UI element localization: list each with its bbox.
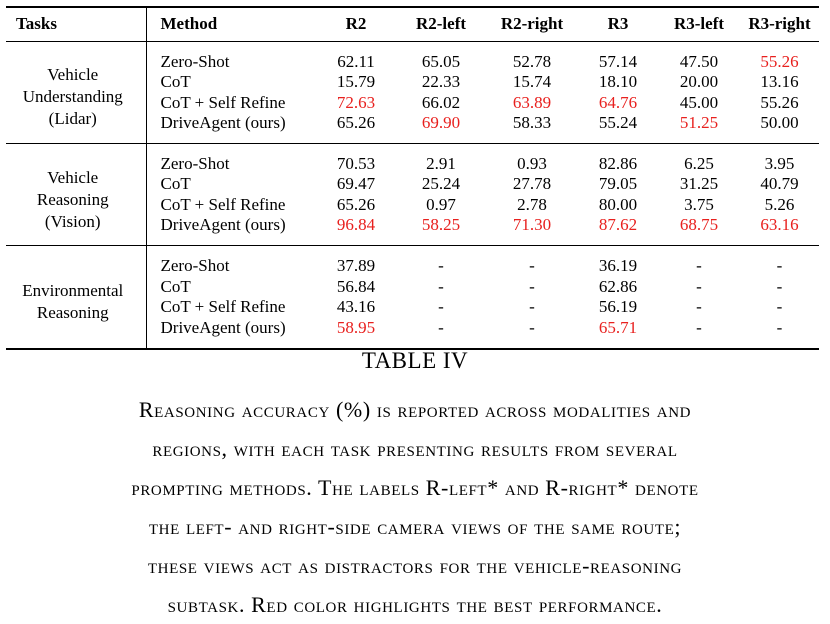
value-cell: - [696,317,702,337]
value-cell: 71.30 [512,215,552,235]
value-cell: 3.95 [764,153,795,173]
value-cell: 31.25 [679,174,719,194]
value-cell: 52.78 [512,51,552,71]
task-label [6,41,146,143]
task-group [6,143,819,245]
task-label-line: Vehicle [47,65,99,85]
header-r2: R2 [345,14,367,34]
value-cell: 65.71 [598,317,638,337]
value-cell: - [529,256,535,276]
value-cell: 65.26 [336,194,376,214]
value-cell: - [438,297,444,317]
task-label [6,143,146,245]
task-label-line: Environmental [22,280,124,300]
task-group [6,41,819,143]
value-cell: - [696,256,702,276]
value-cell: 51.25 [679,112,719,132]
value-cell: - [529,276,535,296]
value-cell: 96.84 [336,215,376,235]
header-r2-right: R2-right [500,14,564,34]
value-cell: 3.75 [684,194,714,214]
caption-line: prompting methods. The labels R-left* and R-right* denote [131,475,699,500]
header-r3-right: R3-right [748,14,811,34]
value-cell: 40.79 [760,174,799,194]
value-cell: - [776,276,783,296]
results-table [6,6,819,350]
value-cell: 69.90 [421,112,461,132]
value-cell: 2.78 [517,194,547,214]
task-label-line: (Vision) [44,211,101,231]
value-cell: - [776,317,783,337]
value-cell: 62.86 [598,276,638,296]
caption-line: Reasoning accuracy (%) is reported across modalities and [138,397,692,422]
value-cell: 0.93 [517,153,547,173]
value-cell: - [529,297,535,317]
value-cell: - [438,256,444,276]
value-cell: 64.76 [598,92,638,112]
task-label [6,246,146,349]
caption-line: the left- and right-side camera views of the same route; [148,514,682,539]
table-caption [0,346,830,624]
value-cell: 72.63 [336,92,376,112]
value-cell: - [696,276,702,296]
header-r2-left: R2-left [415,14,467,34]
header-r3-left: R3-left [673,14,725,34]
value-cell: - [438,276,444,296]
task-label-line: Vehicle [47,167,99,187]
value-cell: 2.91 [426,153,456,173]
value-cell: 25.24 [421,174,461,194]
value-cell: 69.47 [336,174,376,194]
table-row [6,41,819,72]
value-cell: 47.50 [679,51,719,71]
value-cell: 5.26 [764,194,795,214]
method-cell: CoT + Self Refine [146,92,316,113]
task-label-line: Reasoning [36,302,109,322]
value-cell: 15.74 [512,71,552,91]
value-cell: 0.97 [426,194,456,214]
value-cell: 36.19 [598,256,638,276]
value-cell: 15.79 [336,71,376,91]
value-cell: 20.00 [679,71,719,91]
table-row [6,143,819,174]
method-cell: CoT + Self Refine [146,195,316,216]
value-cell: 58.25 [421,215,461,235]
value-cell: 27.78 [512,174,552,194]
value-cell: 70.53 [336,153,376,173]
value-cell: 55.26 [760,51,799,71]
value-cell: 82.86 [598,153,638,173]
method-cell: Zero-Shot [146,143,316,174]
task-label-line: Understanding [22,87,123,107]
method-cell: DriveAgent (ours) [146,318,316,349]
method-cell: CoT + Self Refine [146,297,316,318]
method-cell: Zero-Shot [146,41,316,72]
value-cell: 87.62 [598,215,638,235]
value-cell: 62.11 [337,51,375,71]
value-cell: 63.16 [760,215,799,235]
value-cell: 50.00 [760,112,799,132]
value-cell: 80.00 [598,194,638,214]
value-cell: 58.95 [336,317,376,337]
method-cell: CoT [146,276,316,297]
value-cell: 68.75 [679,215,719,235]
caption-line: subtask. Red color highlights the best performance. [167,592,663,617]
value-cell: - [776,297,783,317]
caption-line: regions, with each task presenting results from several [152,436,678,461]
value-cell: 65.05 [421,51,461,71]
value-cell: 43.16 [336,297,376,317]
method-cell: DriveAgent (ours) [146,113,316,144]
header-tasks: Tasks [16,14,57,34]
caption-title: TABLE IV [361,348,469,373]
value-cell: 79.05 [598,174,638,194]
value-cell: 65.26 [336,112,376,132]
header-r3: R3 [607,14,629,34]
table-header [6,7,819,41]
task-group [6,246,819,349]
table-row [6,246,819,277]
value-cell: - [776,256,783,276]
header-row [6,7,819,41]
caption-line: these views act as distractors for the vehicle-reasoning [147,553,683,578]
value-cell: - [696,297,702,317]
value-cell: 22.33 [421,71,461,91]
method-cell: Zero-Shot [146,246,316,277]
value-cell: 58.33 [512,112,552,132]
value-cell: 55.26 [760,92,799,112]
caption-text [9,390,821,624]
value-cell: 18.10 [598,71,638,91]
value-cell: 13.16 [760,71,799,91]
task-label-line: Reasoning [36,189,109,209]
method-cell: CoT [146,174,316,195]
value-cell: 66.02 [421,92,461,112]
value-cell: 55.24 [598,112,638,132]
value-cell: - [438,317,444,337]
method-cell: CoT [146,72,316,93]
value-cell: 6.25 [684,153,714,173]
header-method: Method [146,7,316,41]
value-cell: 56.84 [336,276,376,296]
method-cell: DriveAgent (ours) [146,215,316,246]
value-cell: 63.89 [512,92,552,112]
value-cell: 37.89 [336,256,376,276]
value-cell: 45.00 [679,92,719,112]
value-cell: - [529,317,535,337]
results-table-container [6,6,819,350]
task-label-line: (Lidar) [48,109,97,129]
value-cell: 56.19 [598,297,638,317]
value-cell: 57.14 [598,51,638,71]
